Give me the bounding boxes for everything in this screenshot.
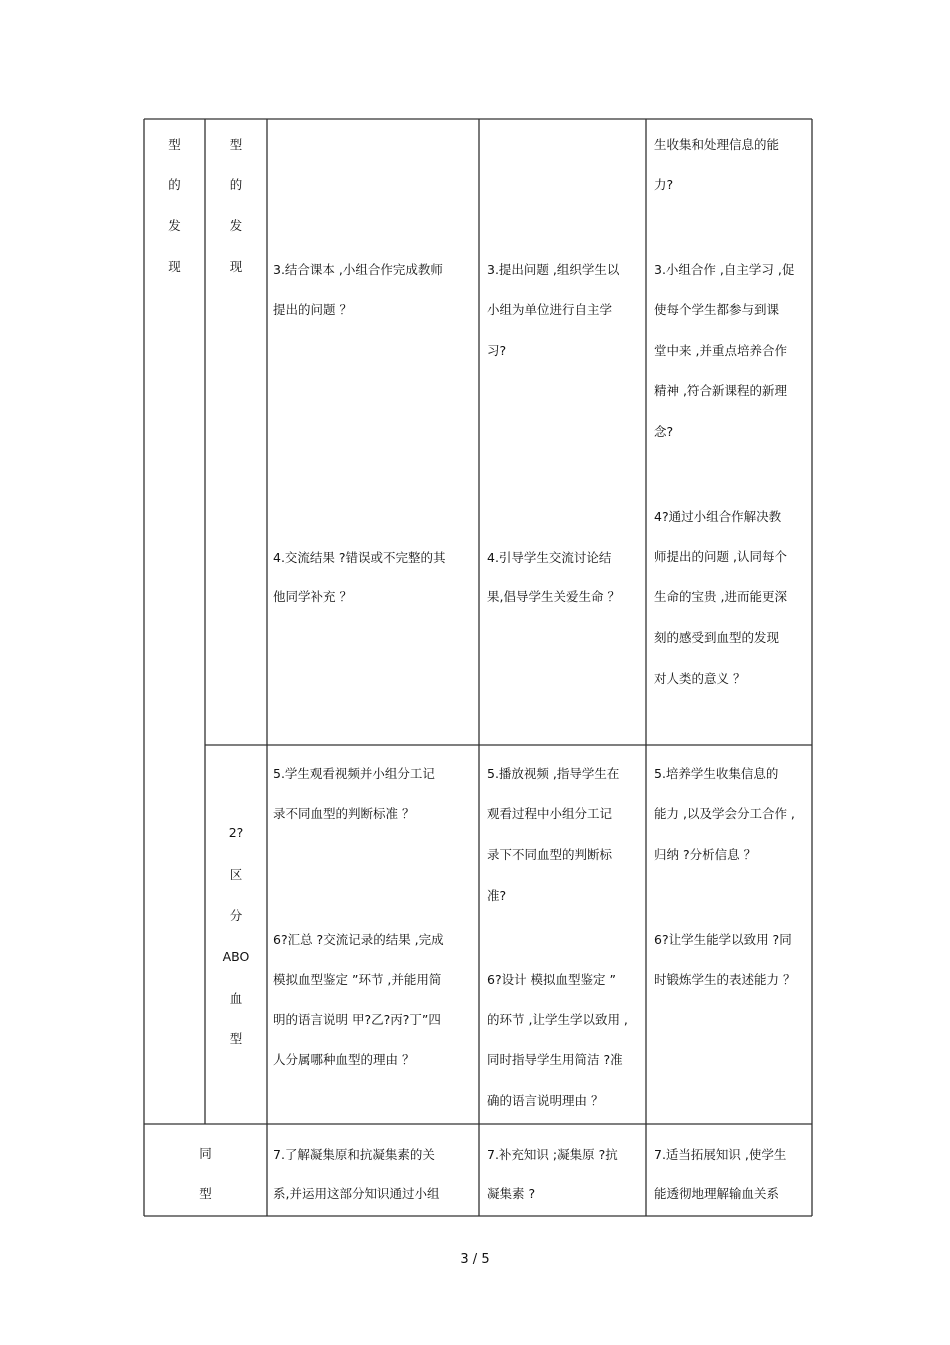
teacher-item-7-line: 7.补充知识 ;凝集原 ?抗 bbox=[487, 1147, 618, 1162]
purpose-item-2-line: 力? bbox=[654, 177, 674, 192]
teacher-item-5-line: 5.播放视频 ,指导学生在 bbox=[487, 766, 620, 781]
purpose-item-4-line: 生命的宝贵 ,进而能更深 bbox=[654, 589, 787, 604]
student-item-7-line: 7.了解凝集原和抗凝集素的关 bbox=[273, 1147, 435, 1162]
section-label-char: 分 bbox=[229, 908, 243, 923]
teacher-item-3-line: 小组为单位进行自主学 bbox=[487, 302, 613, 317]
purpose-item-3-line: 念? bbox=[654, 424, 674, 439]
stage-label-cell bbox=[144, 119, 205, 1124]
teacher-item-5-line: 录下不同血型的判断标 bbox=[487, 847, 613, 862]
stage-label-char: 型 bbox=[168, 137, 181, 152]
section-label-char: 型 bbox=[229, 1031, 243, 1046]
student-item-4-line: 他同学补充 ？ bbox=[273, 589, 352, 604]
teacher-activity-cell bbox=[487, 119, 644, 1216]
student-item-6-line: 6?汇总 ?交流记录的结果 ,完成 bbox=[273, 932, 444, 947]
teacher-item-4-line: 4.引导学生交流讨论结 bbox=[487, 550, 612, 565]
purpose-item-5-line: 能力 ,以及学会分工合作 , bbox=[654, 806, 795, 821]
student-item-6-line: 模拟血型鉴定 ”环节 ,并能用简 bbox=[273, 972, 442, 987]
purpose-item-2-line: 生收集和处理信息的能 bbox=[654, 137, 780, 152]
teacher-item-3-line: 习? bbox=[487, 343, 507, 358]
design-intent-cell bbox=[654, 119, 810, 1216]
teacher-item-7-line: 凝集素 ? bbox=[487, 1186, 536, 1201]
teacher-item-6-line: 同时指导学生用简洁 ?准 bbox=[487, 1052, 623, 1067]
student-item-4-line: 4.交流结果 ?错误或不完整的其 bbox=[273, 550, 446, 565]
stage-label-char: 发 bbox=[168, 218, 181, 233]
student-item-7-line: 系,并运用这部分知识通过小组 bbox=[273, 1186, 440, 1201]
teacher-item-4-line: 果,倡导学生关爱生命 ？ bbox=[487, 589, 620, 604]
teacher-item-3-line: 3.提出问题 ,组织学生以 bbox=[487, 262, 620, 277]
section-label-char: 型 bbox=[229, 137, 243, 152]
stage-label-char: 现 bbox=[168, 259, 181, 274]
section-label-char: 发 bbox=[229, 218, 243, 233]
purpose-item-4-line: 刻的感受到血型的发现 bbox=[654, 630, 780, 645]
section-label-char: 区 bbox=[229, 867, 243, 882]
purpose-item-6-line: 6?让学生能学以致用 ?同 bbox=[654, 932, 792, 947]
bottom-label-cell bbox=[144, 1124, 267, 1216]
page-number: 3 / 5 bbox=[460, 1252, 490, 1267]
purpose-item-7-line: 7.适当拓展知识 ,使学生 bbox=[654, 1147, 787, 1162]
student-activity-cell bbox=[273, 119, 477, 1216]
section-label-cell bbox=[205, 119, 267, 745]
purpose-item-3-line: 精神 ,符合新课程的新理 bbox=[654, 383, 787, 398]
teacher-item-5-line: 准? bbox=[487, 888, 507, 903]
teacher-item-6-line: 的环节 ,让学生学以致用 , bbox=[487, 1012, 628, 1027]
purpose-item-6-line: 时锻炼学生的表述能力 ？ bbox=[654, 972, 796, 987]
purpose-item-3-line: 3.小组合作 ,自主学习 ,促 bbox=[654, 262, 795, 277]
student-item-6-line: 明的语言说明 甲?乙?丙?丁”四 bbox=[273, 1012, 441, 1027]
teacher-item-5-line: 观看过程中小组分工记 bbox=[487, 806, 613, 821]
section-label-char: 血 bbox=[229, 991, 243, 1006]
teacher-item-6-line: 6?设计 模拟血型鉴定 ” bbox=[487, 972, 617, 987]
purpose-item-7-line: 能透彻地理解输血关系 bbox=[654, 1186, 780, 1201]
bottom-label-char: 型 bbox=[199, 1186, 212, 1201]
purpose-item-4-line: 对人类的意义 ？ bbox=[654, 671, 746, 686]
student-item-3-line: 3.结合课本 ,小组合作完成教师 bbox=[273, 262, 443, 277]
purpose-item-5-line: 归纳 ?分析信息 ？ bbox=[654, 847, 757, 862]
section-label-char: 的 bbox=[229, 177, 243, 192]
purpose-item-3-line: 使每个学生都参与到课 bbox=[654, 302, 780, 317]
section-label-cell bbox=[205, 745, 267, 1124]
section-label-char: ABO bbox=[222, 949, 250, 964]
purpose-item-3-line: 堂中来 ,并重点培养合作 bbox=[654, 343, 787, 358]
student-item-6-line: 人分属哪种血型的理由 ？ bbox=[273, 1052, 415, 1067]
student-item-5-line: 录不同血型的判断标准 ？ bbox=[273, 806, 415, 821]
student-item-5-line: 5.学生观看视频并小组分工记 bbox=[273, 766, 435, 781]
stage-label-char: 的 bbox=[168, 177, 181, 192]
purpose-item-4-line: 师提出的问题 ,认同每个 bbox=[654, 549, 787, 564]
section-label-char: 2? bbox=[228, 825, 244, 840]
purpose-item-5-line: 5.培养学生收集信息的 bbox=[654, 766, 779, 781]
bottom-label-char: 同 bbox=[199, 1146, 212, 1161]
teacher-item-6-line: 确的语言说明理由 ？ bbox=[487, 1093, 604, 1108]
student-item-3-line: 提出的问题 ？ bbox=[273, 302, 352, 317]
purpose-item-4-line: 4?通过小组合作解决教 bbox=[654, 509, 782, 524]
section-label-char: 现 bbox=[229, 259, 243, 274]
